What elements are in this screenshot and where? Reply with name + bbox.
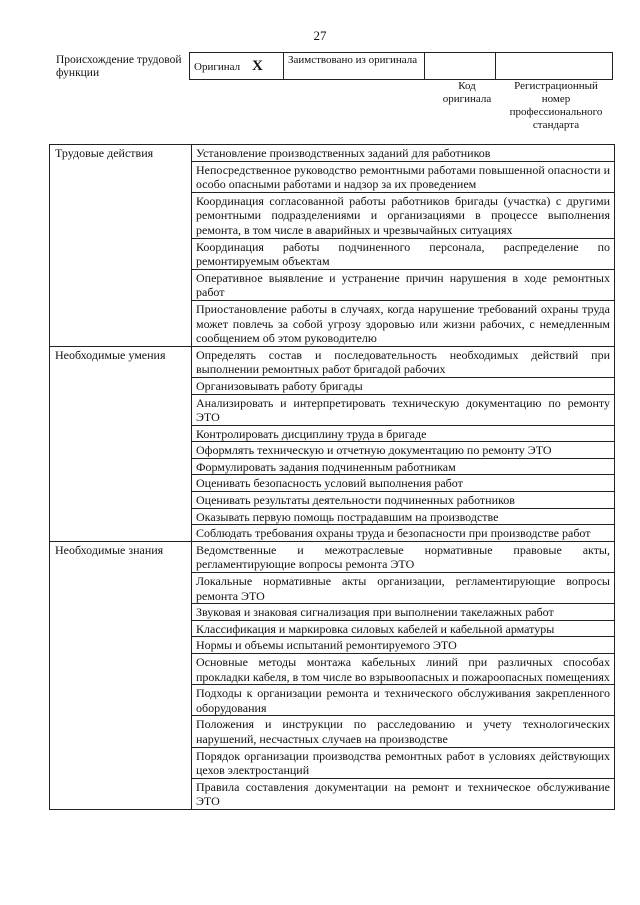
table-row: [50, 346, 615, 377]
table-row: [50, 145, 615, 162]
section-item: Организовывать работу бригады: [192, 377, 615, 394]
section-item: Контролировать дисциплину труда в бригаде: [192, 425, 615, 442]
registration-number-caption: Регистрационный номер профессионального стандарта: [509, 80, 603, 131]
section-item: Оперативное выявление и устранение причин нарушения в ходе ремонтных работ: [192, 269, 615, 300]
section-item: Координация работы подчиненного персонала, распределение по ремонтируемым объектам: [192, 238, 615, 269]
page-number: 27: [313, 28, 327, 43]
section-item: Анализировать и интерпретировать техническую документацию по ремонту ЭТО: [192, 394, 615, 425]
section-item: Нормы и объемы испытаний ремонтируемого ЭТО: [192, 637, 615, 654]
section-item: Порядок организации производства ремонтных работ в условиях действующих цехов электростанций: [192, 747, 615, 778]
original-code-cell: [425, 53, 496, 80]
section-item: Оценивать результаты деятельности подчиненных работников: [192, 492, 615, 509]
section-label: Необходимые знания: [50, 541, 192, 809]
section-item: Определять состав и последовательность необходимых действий при выполнении ремонтных работ бригадой рабочих: [192, 346, 615, 377]
section-item: Приостановление работы в случаях, когда нарушение требований охраны труда может повлечь за собой угрозу здоровью или жизни рабочих, с немедленным сообщением об этом руководителю: [192, 300, 615, 346]
section-item: Правила составления документации на ремонт и техническое обслуживание ЭТО: [192, 778, 615, 809]
section-item: Ведомственные и межотраслевые нормативные правовые акты, регламентирующие вопросы ремонта ЭТО: [192, 541, 615, 572]
section-item: Оценивать безопасность условий выполнения работ: [192, 475, 615, 492]
section-item: Подходы к организации ремонта и технического обслуживания закрепленного оборудования: [192, 685, 615, 716]
section-item: Установление производственных заданий для работников: [192, 145, 615, 162]
registration-number-cell: [496, 53, 613, 80]
section-item: Оказывать первую помощь пострадавшим на производстве: [192, 508, 615, 525]
section-label: Трудовые действия: [50, 145, 192, 347]
function-table: [49, 144, 615, 810]
section-item: Непосредственное руководство ремонтными работами повышенной опасности и особо опасными работами и надзор за их проведением: [192, 161, 615, 192]
section-item: Положения и инструкции по расследованию и учету технологических нарушений, несчастных случаев на производстве: [192, 716, 615, 747]
section-item: Звуковая и знаковая сигнализация при выполнении такелажных работ: [192, 604, 615, 621]
section-item: Основные методы монтажа кабельных линий при различных способах прокладки кабеля, в том числе во взрывоопасных и пожароопасных помещениях: [192, 654, 615, 685]
borrowed-cell: Заимствовано из оригинала: [284, 53, 425, 80]
origin-label: Происхождение трудовой функции: [56, 54, 182, 79]
origin-table: [189, 52, 613, 80]
original-code-caption: Код оригинала: [442, 80, 492, 105]
original-label: Оригинал: [194, 60, 241, 73]
section-item: Классификация и маркировка силовых кабелей и кабельной арматуры: [192, 620, 615, 637]
section-item: Локальные нормативные акты организации, регламентирующие вопросы ремонта ЭТО: [192, 573, 615, 604]
section-item: Соблюдать требования охраны труда и безопасности при производстве работ: [192, 525, 615, 542]
section-item: Координация согласованной работы работников бригады (участка) с другими ремонтными подразделениями и организациями в процессе выполнения ремонта, в том числе в аварийных и чрезвычайных ситуациях: [192, 192, 615, 238]
original-cell: [190, 53, 284, 80]
section-item: Оформлять техническую и отчетную документацию по ремонту ЭТО: [192, 442, 615, 459]
table-row: [50, 541, 615, 572]
section-item: Формулировать задания подчиненным работникам: [192, 458, 615, 475]
original-mark: X: [252, 57, 263, 74]
section-label: Необходимые умения: [50, 346, 192, 541]
